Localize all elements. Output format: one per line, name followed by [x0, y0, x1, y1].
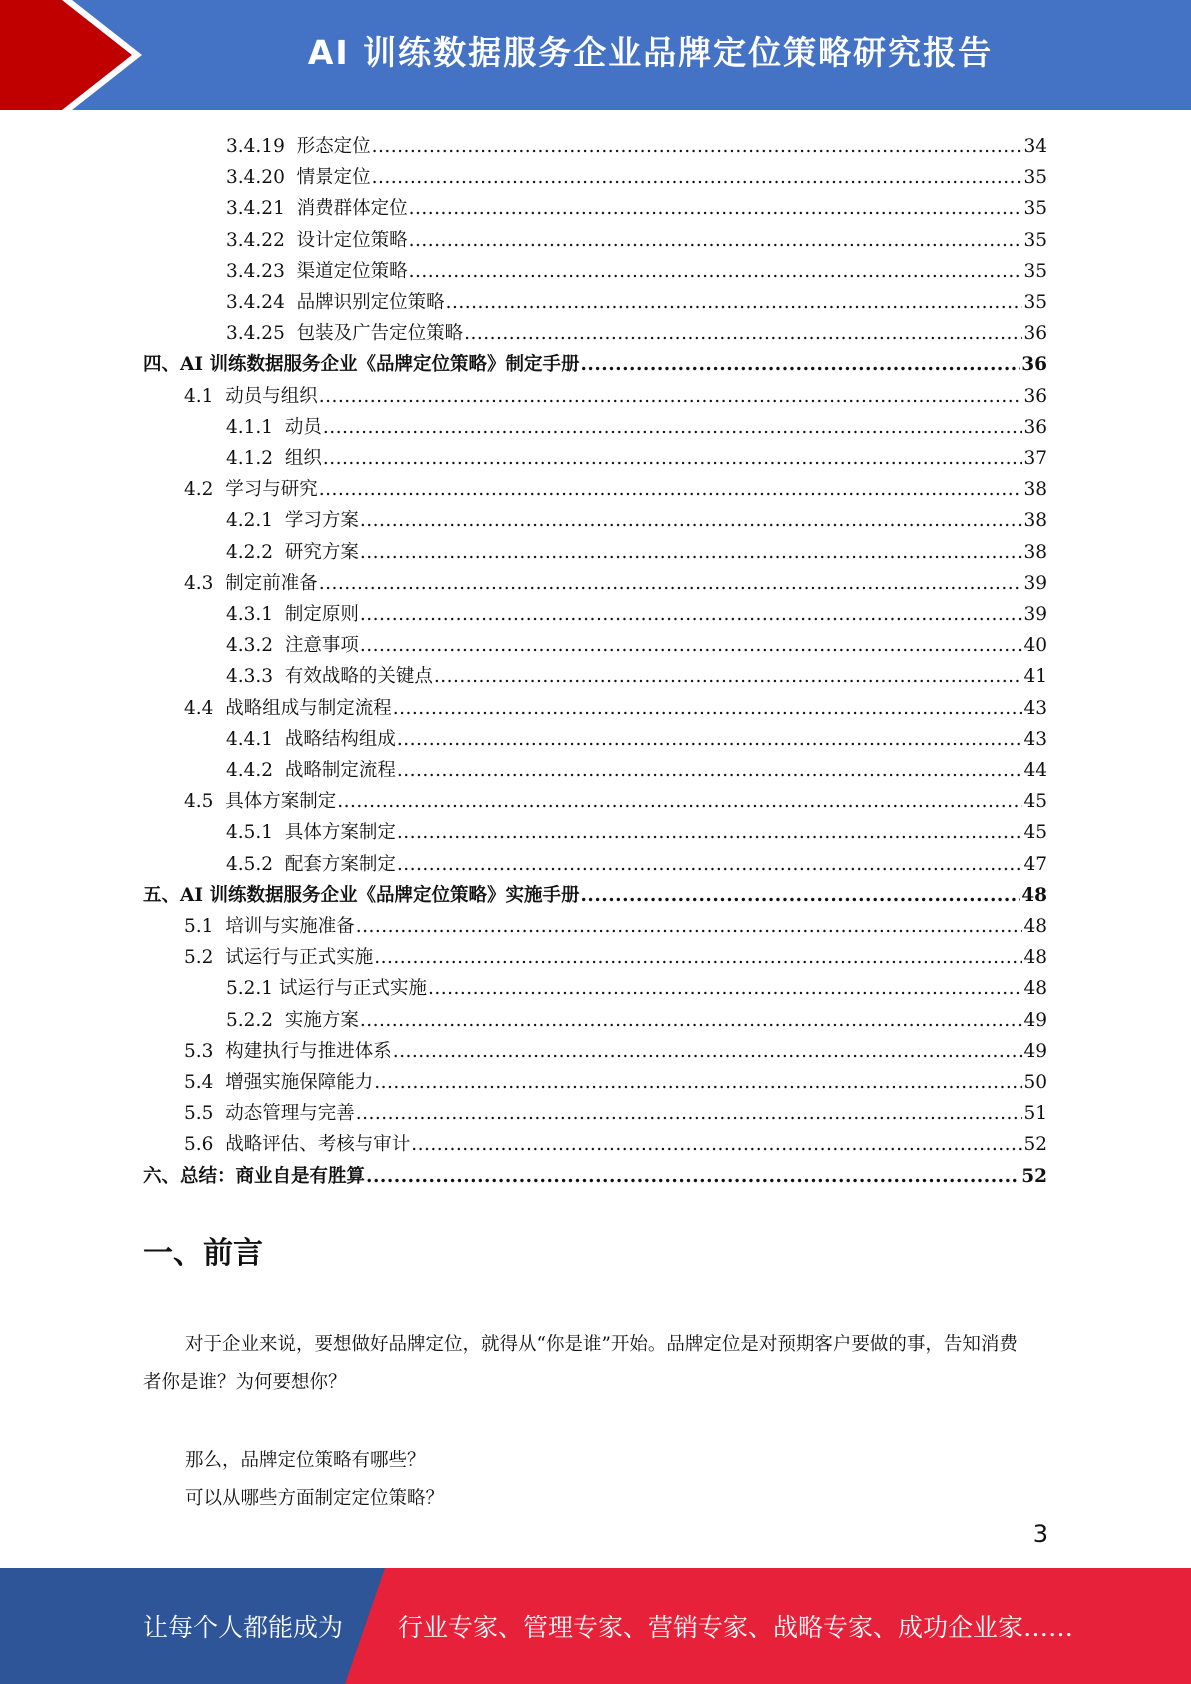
toc-entry-page: 43 — [1023, 728, 1047, 750]
toc-entry-number: 4.4.1 — [226, 728, 285, 750]
toc-entry[interactable] — [226, 159, 1047, 190]
toc-entry-page: 35 — [1023, 260, 1047, 282]
toc-entry-label: 战略制定流程 — [284, 760, 396, 781]
toc-dot-leader — [409, 197, 1023, 221]
toc-dot-leader — [434, 665, 1023, 689]
toc-entry-number: 4.1 — [184, 385, 226, 407]
toc-entry-page: 35 — [1023, 198, 1047, 220]
toc-entry-page: 45 — [1023, 822, 1047, 844]
toc-entry-label: 形态定位 — [296, 136, 371, 157]
toc-entry[interactable] — [226, 752, 1047, 783]
toc-entry-page: 38 — [1023, 510, 1047, 532]
toc-entry-number: 4.1.1 — [226, 416, 285, 438]
footer-slogan-left: 让每个人都能成为 — [143, 1613, 344, 1642]
toc-dot-leader — [409, 260, 1023, 284]
toc-entry-label: 总结：商业自是有胜算 — [180, 1165, 366, 1187]
toc-entry[interactable] — [226, 284, 1047, 315]
toc-entry[interactable] — [226, 970, 1047, 1001]
toc-entry-number: 5.2.2 — [226, 1009, 285, 1031]
toc-entry-page: 34 — [1023, 136, 1047, 157]
toc-entry-page: 38 — [1023, 541, 1047, 563]
toc-dot-leader — [393, 697, 1023, 721]
toc-entry-label: 战略评估、考核与审计 — [225, 1134, 411, 1156]
toc-entry-label: 配套方案制定 — [284, 853, 396, 875]
toc-entry[interactable] — [184, 1033, 1047, 1064]
toc-dot-leader — [323, 447, 1023, 471]
toc-entry-page: 36 — [1021, 354, 1047, 376]
toc-dot-leader — [360, 603, 1023, 627]
toc-entry[interactable] — [226, 846, 1047, 877]
toc-entry-page: 48 — [1021, 884, 1047, 906]
toc-entry-page: 47 — [1023, 853, 1047, 875]
toc-dot-leader — [393, 1040, 1023, 1064]
toc-dot-leader — [580, 884, 1020, 908]
toc-entry-label: 渠道定位策略 — [296, 260, 408, 282]
toc-entry-number: 六、 — [143, 1165, 181, 1187]
toc-dot-leader — [580, 353, 1020, 377]
toc-dot-leader — [360, 541, 1023, 565]
toc-dot-leader — [411, 1133, 1022, 1157]
toc-dot-leader — [319, 478, 1023, 502]
toc-entry-number: 4.2 — [184, 479, 226, 501]
footer-slogan-right: 行业专家、管理专家、营销专家、战略专家、成功企业家…… — [398, 1613, 1074, 1642]
toc-entry[interactable] — [184, 1064, 1047, 1095]
toc-entry-number: 4.3.1 — [226, 604, 285, 625]
toc-entry-page: 36 — [1023, 416, 1047, 438]
toc-entry[interactable] — [226, 658, 1047, 689]
toc-entry-page: 49 — [1023, 1009, 1047, 1031]
intro-paragraph: 对于企业来说，要想做好品牌定位，就得从“你是谁”开始。品牌定位是对预期客户要做的事，告知消费者你是谁？为何要想你？ — [143, 1334, 1018, 1393]
toc-entry[interactable] — [184, 783, 1047, 814]
toc-entry-number: 5.3 — [184, 1040, 226, 1062]
toc-entry[interactable] — [184, 1095, 1047, 1126]
toc-entry-page: 49 — [1023, 1040, 1047, 1062]
toc-entry[interactable] — [226, 1002, 1047, 1033]
toc-entry-number: 4.2.1 — [226, 510, 285, 532]
toc-entry-page: 52 — [1023, 1134, 1047, 1156]
toc-entry-page: 41 — [1023, 666, 1047, 688]
toc-entry-number: 5.1 — [184, 916, 226, 937]
toc-entry[interactable] — [184, 565, 1047, 596]
toc-dot-leader — [360, 634, 1023, 658]
toc-entry-page: 44 — [1023, 760, 1047, 781]
page-footer — [0, 1568, 1191, 1684]
toc-entry[interactable] — [226, 596, 1047, 627]
toc-entry-label: 具体方案制定 — [225, 791, 337, 813]
toc-entry-number: 3.4.19 — [226, 136, 297, 157]
toc-dot-leader — [356, 915, 1023, 939]
toc-entry-label: 包装及广告定位策略 — [296, 323, 464, 345]
toc-dot-leader — [428, 977, 1022, 1001]
toc-entry[interactable] — [143, 877, 1047, 908]
toc-entry-page: 52 — [1021, 1165, 1047, 1187]
toc-entry[interactable] — [184, 690, 1047, 721]
toc-entry-number: 3.4.25 — [226, 323, 297, 345]
toc-entry[interactable] — [226, 222, 1047, 253]
toc-entry-page: 35 — [1023, 167, 1047, 189]
toc-entry-label: 消费群体定位 — [296, 198, 408, 220]
toc-entry-number: 3.4.22 — [226, 229, 297, 251]
toc-entry-number: 4.4 — [184, 697, 226, 719]
toc-dot-leader — [337, 790, 1022, 814]
toc-entry[interactable] — [143, 346, 1047, 377]
toc-entry-page: 39 — [1023, 604, 1047, 625]
toc-entry-label: 制定原则 — [284, 604, 359, 625]
toc-dot-leader — [356, 1102, 1023, 1126]
toc-entry[interactable] — [226, 814, 1047, 845]
toc-entry[interactable] — [226, 627, 1047, 658]
toc-entry-page: 37 — [1023, 448, 1047, 469]
toc-entry[interactable] — [226, 128, 1047, 159]
toc-entry-label: 构建执行与推进体系 — [225, 1040, 392, 1062]
toc-entry-label: 注意事项 — [284, 635, 359, 657]
toc-dot-leader — [464, 322, 1022, 346]
page-number: 3 — [1032, 1520, 1048, 1548]
toc-entry-number: 4.3.3 — [226, 666, 285, 688]
toc-dot-leader — [366, 1165, 1020, 1189]
toc-dot-leader — [397, 853, 1023, 877]
page-header — [0, 0, 1191, 110]
toc-dot-leader — [319, 572, 1023, 596]
toc-entry-page: 51 — [1023, 1103, 1047, 1125]
toc-entry[interactable] — [184, 378, 1047, 409]
toc-entry-number: 4.5.2 — [226, 853, 285, 875]
toc-dot-leader — [409, 229, 1023, 253]
toc-entry-label: 品牌识别定位策略 — [296, 292, 445, 313]
toc-entry-label: 设计定位策略 — [296, 229, 408, 251]
toc-entry-label: 学习方案 — [284, 510, 359, 532]
toc-entry-label: 试运行与正式实施 — [278, 978, 427, 1000]
toc-entry[interactable] — [226, 253, 1047, 284]
toc-entry-label: AI 训练数据服务企业《品牌定位策略》制定手册 — [180, 354, 580, 376]
toc-entry[interactable] — [226, 315, 1047, 346]
toc-entry-number: 五、 — [143, 884, 181, 906]
toc-entry-number: 5.5 — [184, 1103, 226, 1125]
toc-entry-number: 5.2 — [184, 947, 226, 969]
toc-dot-leader — [374, 946, 1022, 970]
toc-dot-leader — [397, 759, 1023, 783]
toc-dot-leader — [372, 166, 1023, 190]
toc-entry-label: 战略结构组成 — [284, 728, 396, 750]
toc-entry-number: 4.2.2 — [226, 541, 285, 563]
toc-entry-page: 38 — [1023, 479, 1047, 501]
toc-entry-number: 3.4.24 — [226, 292, 297, 313]
toc-entry-number: 4.5 — [184, 791, 226, 813]
toc-entry[interactable] — [226, 440, 1047, 471]
toc-dot-leader — [446, 291, 1023, 315]
toc-entry[interactable] — [226, 721, 1047, 752]
toc-entry-page: 48 — [1023, 978, 1047, 1000]
toc-entry-label: 试运行与正式实施 — [225, 947, 374, 969]
toc-dot-leader — [360, 509, 1023, 533]
toc-entry[interactable] — [143, 1158, 1047, 1189]
question-paragraph: 那么，品牌定位策略有哪些？ — [185, 1450, 426, 1471]
toc-entry-number: 5.2.1 — [226, 978, 279, 1000]
toc-entry[interactable] — [184, 471, 1047, 502]
toc-entry-label: 培训与实施准备 — [225, 916, 355, 937]
toc-entry[interactable] — [184, 908, 1047, 939]
toc-entry-label: 战略组成与制定流程 — [225, 697, 392, 719]
header-chevron-decoration — [0, 0, 160, 110]
toc-entry-page: 35 — [1023, 292, 1047, 313]
toc-entry[interactable] — [226, 534, 1047, 565]
toc-entry-label: 制定前准备 — [225, 572, 318, 594]
toc-dot-leader — [397, 728, 1023, 752]
toc-entry-number: 5.6 — [184, 1134, 226, 1156]
toc-entry-label: 增强实施保障能力 — [225, 1072, 374, 1093]
toc-entry-number: 4.4.2 — [226, 760, 285, 781]
toc-dot-leader — [319, 385, 1023, 409]
toc-entry-label: 具体方案制定 — [284, 822, 396, 844]
toc-entry-label: 情景定位 — [296, 167, 371, 189]
toc-entry-page: 36 — [1023, 385, 1047, 407]
toc-entry-page: 39 — [1023, 572, 1047, 594]
toc-entry-label: 动态管理与完善 — [225, 1103, 355, 1125]
toc-entry-label: AI 训练数据服务企业《品牌定位策略》实施手册 — [180, 884, 580, 906]
toc-entry-number: 3.4.23 — [226, 260, 297, 282]
toc-entry-label: 有效战略的关键点 — [284, 666, 433, 688]
toc-entry-label: 组织 — [284, 448, 322, 469]
toc-entry-number: 3.4.21 — [226, 198, 297, 220]
toc-entry-label: 实施方案 — [284, 1009, 359, 1031]
toc-entry-page: 36 — [1023, 323, 1047, 345]
toc-entry-label: 研究方案 — [284, 541, 359, 563]
toc-entry-page: 50 — [1023, 1072, 1047, 1093]
toc-entry[interactable] — [226, 502, 1047, 533]
toc-entry-label: 学习与研究 — [225, 479, 318, 501]
toc-dot-leader — [372, 135, 1023, 159]
toc-entry-number: 3.4.20 — [226, 167, 297, 189]
toc-entry-page: 45 — [1023, 791, 1047, 813]
toc-entry-label: 动员 — [284, 416, 322, 438]
report-title: AI 训练数据服务企业品牌定位策略研究报告 — [307, 33, 994, 72]
toc-entry-page: 43 — [1023, 697, 1047, 719]
toc-entry[interactable] — [184, 939, 1047, 970]
toc-entry[interactable] — [226, 190, 1047, 221]
toc-entry-number: 5.4 — [184, 1072, 226, 1093]
toc-dot-leader — [360, 1009, 1023, 1033]
toc-entry[interactable] — [226, 409, 1047, 440]
toc-dot-leader — [374, 1071, 1022, 1095]
toc-entry-number: 4.3 — [184, 572, 226, 594]
toc-dot-leader — [323, 416, 1023, 440]
section-heading: 一、前言 — [143, 1236, 263, 1271]
toc-entry-number: 四、 — [143, 354, 181, 376]
toc-entry-page: 35 — [1023, 229, 1047, 251]
toc-entry[interactable] — [184, 1126, 1047, 1157]
toc-entry-number: 4.5.1 — [226, 822, 285, 844]
toc-entry-label: 动员与组织 — [225, 385, 318, 407]
toc-entry-page: 48 — [1023, 916, 1047, 937]
toc-entry-number: 4.3.2 — [226, 635, 285, 657]
toc-entry-page: 48 — [1023, 947, 1047, 969]
question-paragraph: 可以从哪些方面制定定位策略？ — [185, 1488, 445, 1509]
toc-dot-leader — [397, 821, 1023, 845]
toc-entry-page: 40 — [1023, 635, 1047, 657]
toc-entry-number: 4.1.2 — [226, 448, 285, 469]
